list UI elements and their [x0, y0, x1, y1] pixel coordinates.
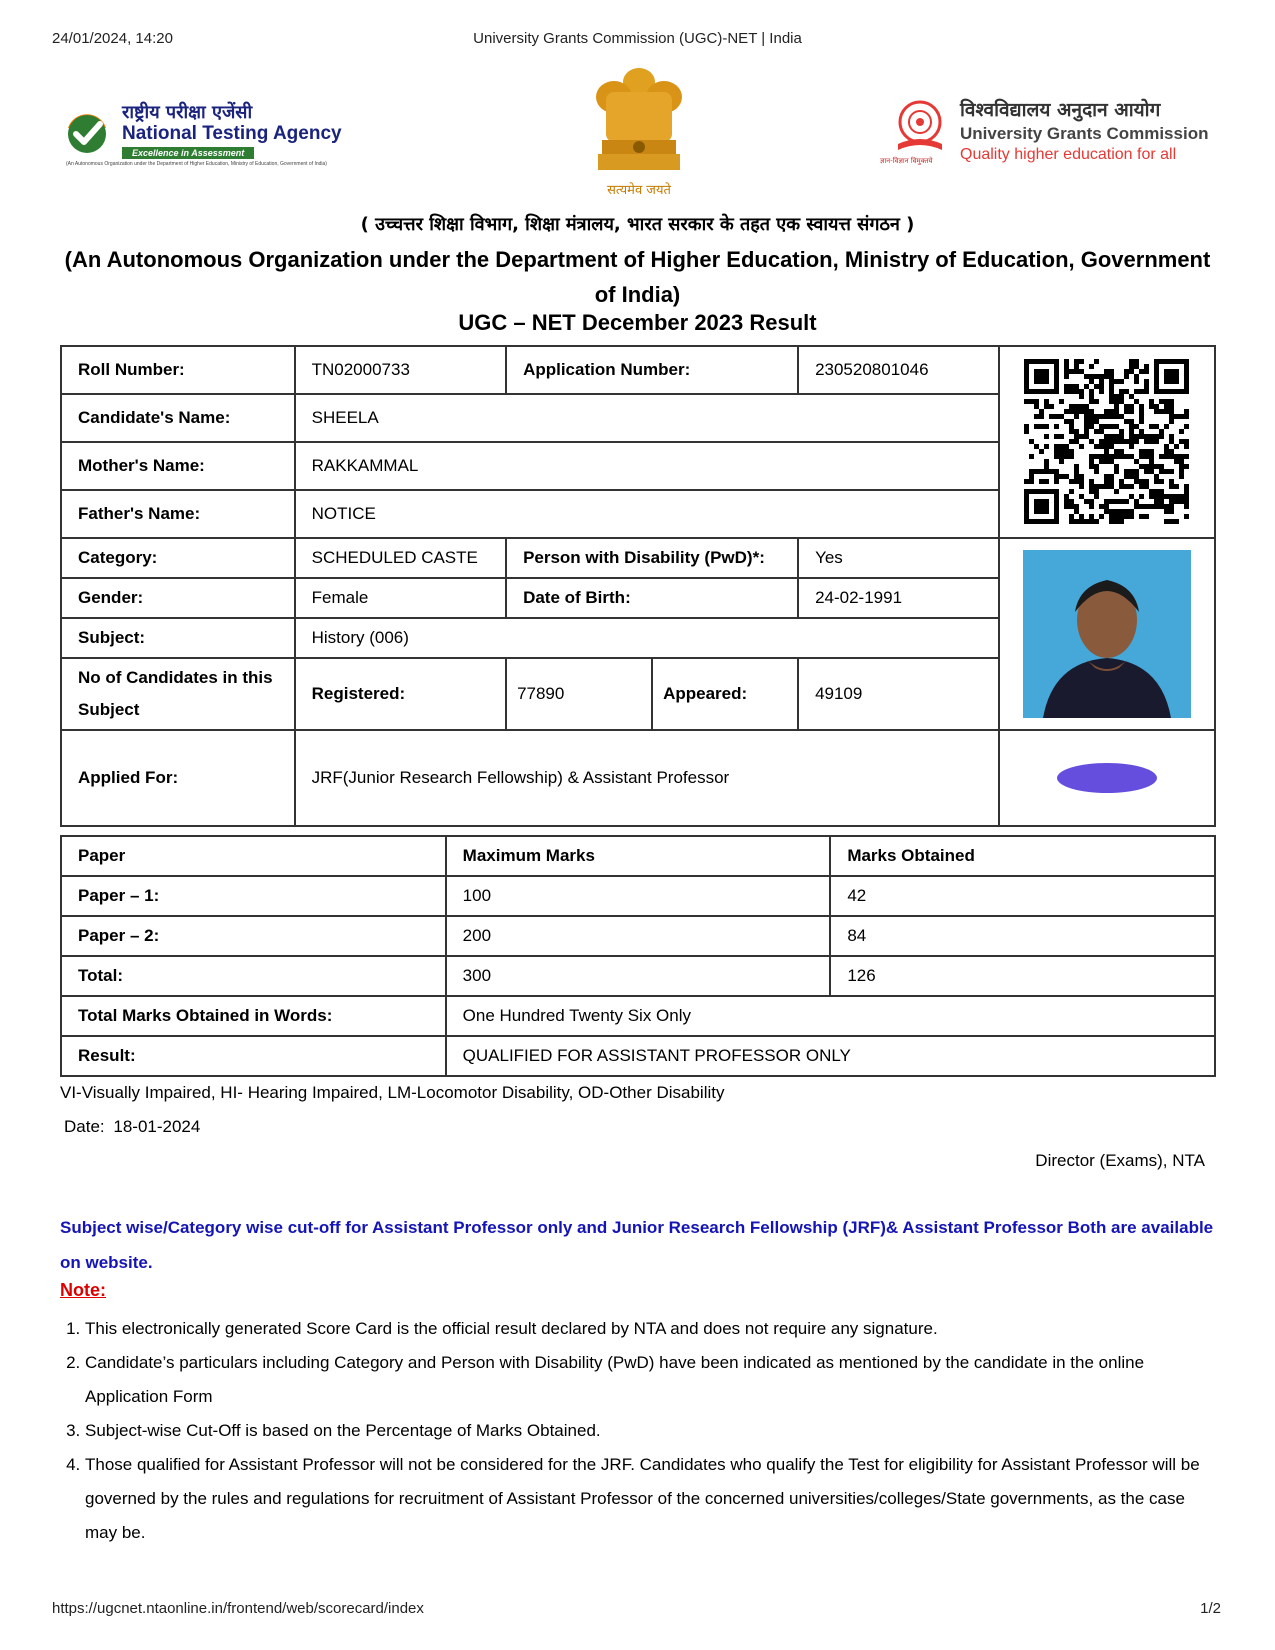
notes-list — [60, 1312, 1205, 1550]
ugc-sun-icon — [890, 96, 950, 156]
paper-2-max: 200 — [446, 916, 831, 956]
appeared-value: 49109 — [798, 658, 999, 730]
page-number: 1/2 — [1200, 1600, 1221, 1617]
mother-name-label: Mother's Name: — [61, 442, 295, 490]
paper-1-label: Paper – 1: — [61, 876, 446, 916]
subject-value: History (006) — [295, 618, 1000, 658]
result-title: UGC – NET December 2023 Result — [458, 310, 817, 335]
nta-tick-icon — [62, 106, 112, 156]
nta-subtitle: (An Autonomous Organization under the Department of Higher Education, Ministry of Education, Government of India) — [66, 161, 327, 167]
list-item: 2. Candidate’s particulars including Category and Person with Disability (PwD) have been indicated as mentioned by the candidate in the online Application Form — [85, 1346, 1205, 1414]
pwd-label: Person with Disability (PwD)*: — [506, 538, 798, 578]
thumb-impression — [1052, 758, 1162, 798]
thumb-cell — [999, 730, 1215, 826]
dob-label: Date of Birth: — [506, 578, 798, 618]
list-item: 1. This electronically generated Score Card is the official result declared by NTA and does not require any signature. — [85, 1312, 1205, 1346]
total-max: 300 — [446, 956, 831, 996]
qr-code — [1017, 355, 1197, 529]
national-emblem — [584, 62, 694, 202]
gender-label: Gender: — [61, 578, 295, 618]
paper-1-max: 100 — [446, 876, 831, 916]
candidate-photo — [1023, 550, 1191, 718]
ugc-mini-text: ज्ञान-विज्ञान विमुक्तये — [880, 157, 933, 165]
hindi-org-heading: ( उच्चत्तर शिक्षा विभाग, शिक्षा मंत्रालय, भारत सरकार के तहत एक स्वायत्त संगठन ) — [360, 214, 915, 235]
marks-words-label: Total Marks Obtained in Words: — [61, 996, 446, 1036]
note-title: Note: — [60, 1280, 106, 1300]
ugc-hindi-name: विश्वविद्यालय अनुदान आयोग — [960, 99, 1161, 121]
result-value: QUALIFIED FOR ASSISTANT PROFESSOR ONLY — [446, 1036, 1215, 1076]
marks-header-obtained: Marks Obtained — [830, 836, 1215, 876]
candidate-count-label: No of Candidates in this Subject — [61, 658, 295, 730]
marks-header-paper: Paper — [61, 836, 446, 876]
marks-header-max: Maximum Marks — [446, 836, 831, 876]
applied-for-label: Applied For: — [61, 730, 295, 826]
appeared-label: Appeared: — [652, 658, 798, 730]
disability-legend: VI-Visually Impaired, HI- Hearing Impaired, LM-Locomotor Disability, OD-Other Disability — [60, 1083, 725, 1102]
lion-capital-icon — [584, 62, 694, 177]
print-datetime: 24/01/2024, 14:20 — [52, 30, 173, 47]
ugc-tagline: Quality higher education for all — [960, 146, 1177, 163]
issue-date — [60, 1117, 200, 1137]
result-label: Result: — [61, 1036, 446, 1076]
category-label: Category: — [61, 538, 295, 578]
total-obtained: 126 — [830, 956, 1215, 996]
nta-name: National Testing Agency — [122, 123, 342, 144]
pwd-value: Yes — [798, 538, 999, 578]
mother-name-value: RAKKAMMAL — [295, 442, 1000, 490]
marks-words-value: One Hundred Twenty Six Only — [446, 996, 1215, 1036]
registered-label: Registered: — [295, 658, 506, 730]
subject-label: Subject: — [61, 618, 295, 658]
emblem-motto: सत्यमेव जयते — [607, 183, 671, 198]
nta-tagline: Excellence in Assessment — [122, 147, 254, 159]
cutoff-notice: Subject wise/Category wise cut-off for Assistant Professor only and Junior Research Fellowship (JRF)& Assistant Professor Both are available on website. — [60, 1218, 1214, 1272]
roll-number-label: Roll Number: — [61, 346, 295, 394]
marks-table — [60, 835, 1216, 1077]
candidate-info-table — [60, 345, 1216, 827]
qr-code-cell — [999, 346, 1215, 538]
total-label: Total: — [61, 956, 446, 996]
father-name-label: Father's Name: — [61, 490, 295, 538]
print-title: University Grants Commission (UGC)-NET | India — [473, 30, 802, 47]
ugc-name: University Grants Commission — [960, 124, 1209, 143]
english-org-heading: (An Autonomous Organization under the Department of Higher Education, Ministry of Education, Government of India) — [64, 247, 1211, 307]
table-row — [61, 876, 1215, 916]
application-number-label: Application Number: — [506, 346, 798, 394]
candidate-name-label: Candidate's Name: — [61, 394, 295, 442]
ugc-logo — [880, 96, 1225, 176]
director-signatory: Director (Exams), NTA — [1035, 1151, 1205, 1170]
dob-value: 24-02-1991 — [798, 578, 999, 618]
candidate-name-value: SHEELA — [295, 394, 1000, 442]
paper-1-obtained: 42 — [830, 876, 1215, 916]
gender-value: Female — [295, 578, 506, 618]
page-url: https://ugcnet.ntaonline.in/frontend/web/scorecard/index — [52, 1600, 424, 1617]
nta-hindi-name: राष्ट्रीय परीक्षा एजेंसी — [122, 102, 253, 123]
roll-number-value: TN02000733 — [295, 346, 506, 394]
date-value: 18-01-2024 — [113, 1117, 201, 1136]
category-value: SCHEDULED CASTE — [295, 538, 506, 578]
paper-2-obtained: 84 — [830, 916, 1215, 956]
date-label: Date: — [64, 1117, 105, 1136]
table-row — [61, 916, 1215, 956]
list-item: 3. Subject-wise Cut-Off is based on the Percentage of Marks Obtained. — [85, 1414, 1205, 1448]
photo-cell — [999, 538, 1215, 730]
applied-for-value: JRF(Junior Research Fellowship) & Assistant Professor — [295, 730, 1000, 826]
table-row — [61, 956, 1215, 996]
application-number-value: 230520801046 — [798, 346, 999, 394]
paper-2-label: Paper – 2: — [61, 916, 446, 956]
nta-logo — [62, 100, 382, 172]
registered-value: 77890 — [506, 658, 652, 730]
father-name-value: NOTICE — [295, 490, 1000, 538]
list-item: 4. Those qualified for Assistant Professor will not be considered for the JRF. Candidates who qualify the Test for eligibility for Assistant Professor will be governed by the rules and regulations for recruitment of Assistant Professor of the concerned universities/colleges/State governments, as the case may be. — [85, 1448, 1205, 1550]
